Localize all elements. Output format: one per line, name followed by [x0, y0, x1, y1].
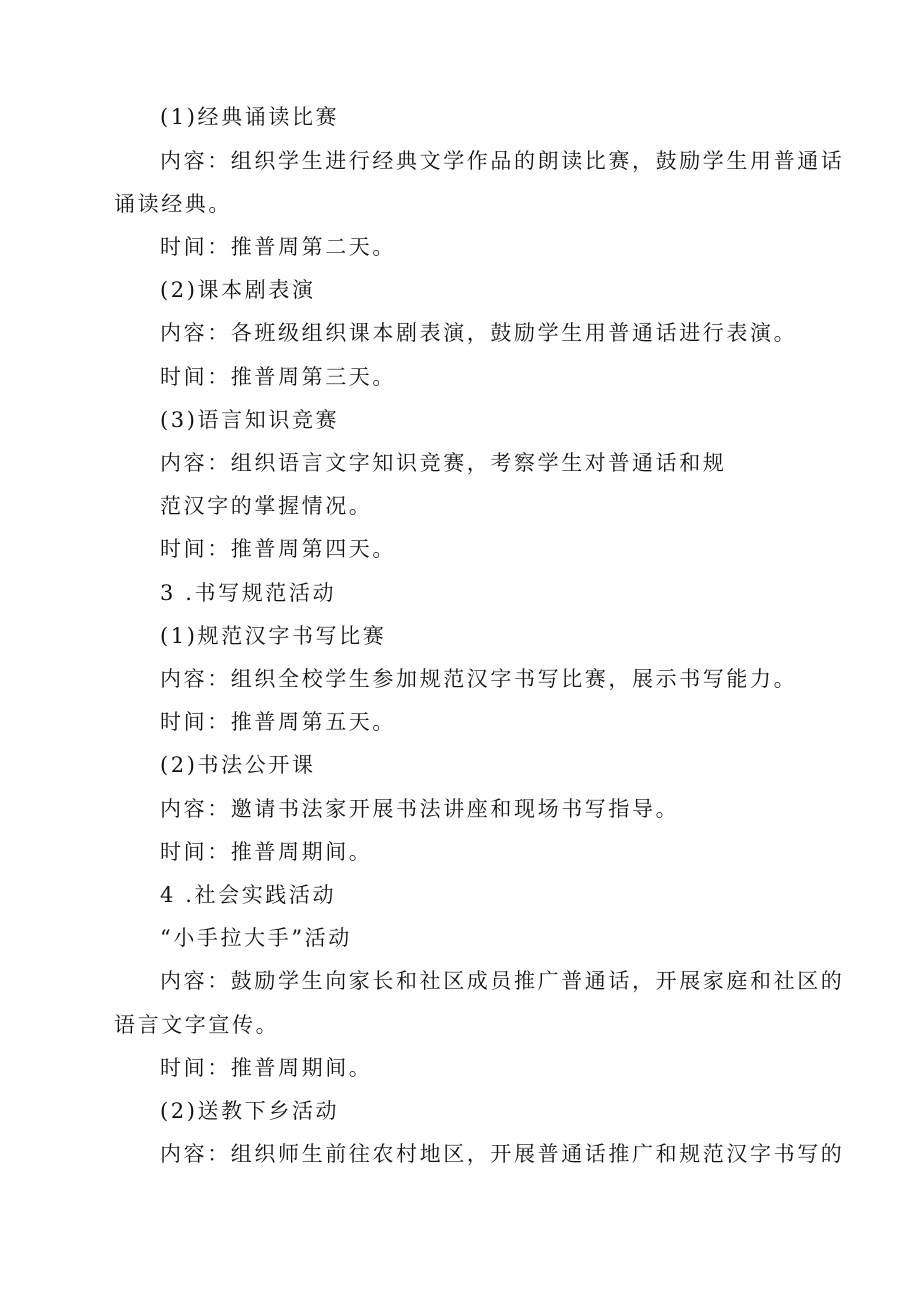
paragraph-line: 时间：推普周期间。 [160, 840, 373, 864]
paragraph-line: 语言文字宣传。 [114, 1013, 280, 1037]
paragraph-line: 内容：鼓励学生向家长和社区成员推广普通话，开展家庭和社区的 [160, 969, 845, 993]
heading-classic-reading-contest: (1)经典诵读比赛 [160, 105, 340, 129]
paragraph-line: 时间：推普周第二天。 [160, 235, 396, 259]
paragraph-line: 时间：推普周第五天。 [160, 710, 396, 734]
paragraph-line: 时间：推普周第三天。 [160, 365, 396, 389]
heading-textbook-drama: (2)课本剧表演 [160, 278, 316, 302]
paragraph-line: 内容：组织全校学生参加规范汉字书写比赛，展示书写能力。 [160, 667, 798, 691]
paragraph-line: 内容：组织语言文字知识竞赛，考察学生对普通话和规 [160, 451, 727, 475]
paragraph-line: 时间：推普周第四天。 [160, 537, 396, 561]
section-heading-social-practice: 4 .社会实践活动 [160, 883, 337, 907]
heading-language-quiz: (3)语言知识竞赛 [160, 408, 340, 432]
paragraph-line: 内容：各班级组织课本剧表演，鼓励学生用普通话进行表演。 [160, 321, 798, 345]
heading-rural-teaching: (2)送教下乡活动 [160, 1099, 340, 1123]
paragraph-line: 内容：组织学生进行经典文学作品的朗读比赛，鼓励学生用普通话 [160, 149, 845, 173]
paragraph-line: 诵读经典。 [114, 192, 232, 216]
paragraph-line: 内容：邀请书法家开展书法讲座和现场书写指导。 [160, 797, 680, 821]
paragraph-line: 范汉字的掌握情况。 [160, 494, 373, 518]
heading-handwriting-contest: (1)规范汉字书写比赛 [160, 624, 387, 648]
paragraph-line: 时间：推普周期间。 [160, 1056, 373, 1080]
paragraph-line: 内容：组织师生前往农村地区，开展普通话推广和规范汉字书写的 [160, 1142, 845, 1166]
heading-small-hands-big-hands: “小手拉大手”活动 [160, 926, 352, 950]
heading-calligraphy-class: (2)书法公开课 [160, 753, 316, 777]
section-heading-writing: 3 .书写规范活动 [160, 581, 337, 605]
